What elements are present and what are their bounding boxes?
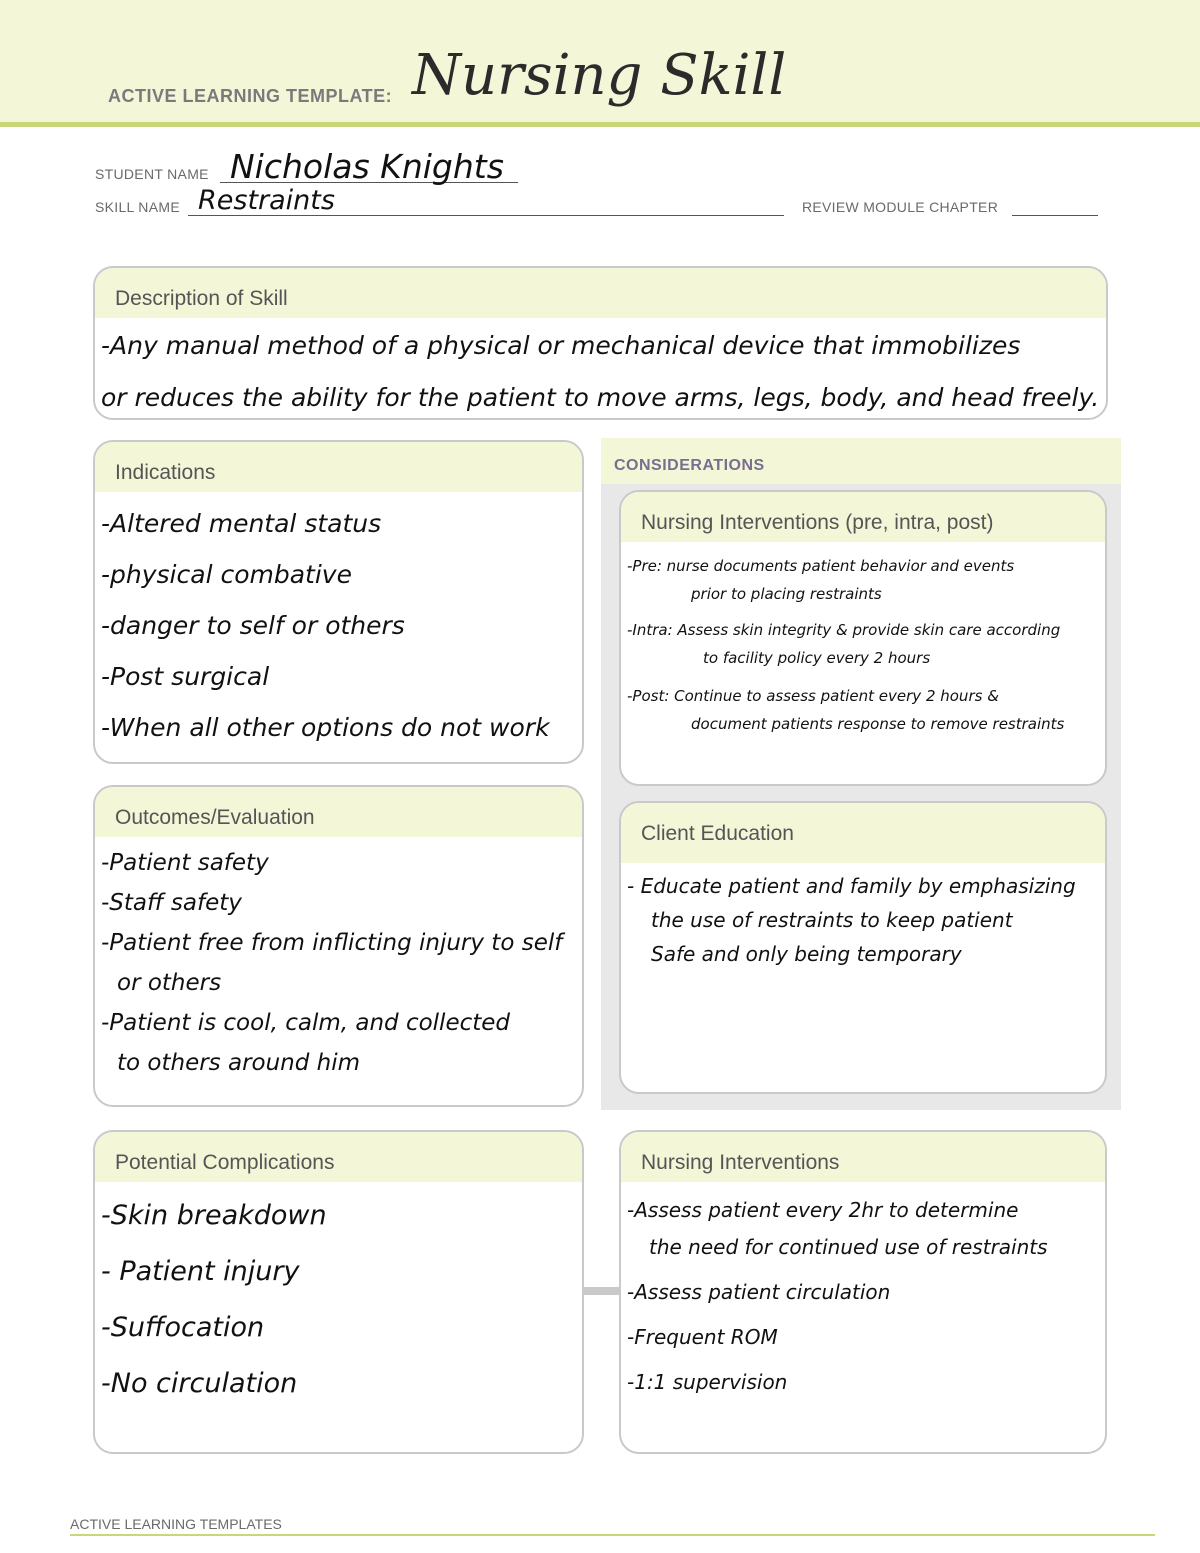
client-education-line: Safe and only being temporary [651, 942, 962, 966]
nursing-interventions-ppp-heading: Nursing Interventions (pre, intra, post) [621, 492, 1105, 542]
template-title: Nursing Skill [412, 43, 787, 108]
nursing-interventions-line: the need for continued use of restraints [649, 1235, 1048, 1259]
footer-label: ACTIVE LEARNING TEMPLATES [70, 1516, 282, 1532]
description-line: -Any manual method of a physical or mechanical device that immobilizes [101, 331, 1021, 360]
outcomes-line: -Patient safety [101, 850, 269, 876]
outcomes-line: -Staff safety [101, 890, 242, 916]
review-module-line[interactable] [1012, 215, 1098, 216]
nursing-interventions-ppp-line: document patients response to remove restraints [691, 715, 1065, 733]
nursing-interventions-line: -Assess patient circulation [627, 1280, 891, 1304]
nursing-interventions-ppp-line: -Pre: nurse documents patient behavior and events [627, 557, 1015, 575]
outcomes-content[interactable] [95, 837, 582, 1083]
client-education-line: - Educate patient and family by emphasizing [627, 874, 1076, 898]
potential-complications-line: - Patient injury [101, 1256, 300, 1287]
outcomes-line: or others [117, 970, 222, 996]
nursing-interventions-line: -Assess patient every 2hr to determine [627, 1198, 1019, 1222]
potential-complications-line: -Skin breakdown [101, 1200, 327, 1231]
indications-line: -When all other options do not work [101, 713, 550, 742]
student-name-label: STUDENT NAME [95, 166, 209, 182]
description-box [93, 266, 1108, 420]
skill-name-value[interactable]: Restraints [198, 185, 335, 216]
nursing-interventions-content[interactable] [621, 1182, 1105, 1405]
nursing-interventions-ppp-box [619, 490, 1107, 786]
nursing-interventions-ppp-line: to facility policy every 2 hours [703, 649, 931, 667]
footer-rule [70, 1534, 1155, 1536]
nursing-interventions-heading: Nursing Interventions [621, 1132, 1105, 1182]
potential-complications-line: -No circulation [101, 1368, 298, 1399]
nursing-interventions-line: -Frequent ROM [627, 1325, 778, 1349]
considerations-label: CONSIDERATIONS [614, 457, 765, 474]
outcomes-line: to others around him [117, 1050, 361, 1076]
nursing-interventions-ppp-line: -Post: Continue to assess patient every 2 hours & [627, 687, 999, 705]
header-rule [0, 122, 1200, 127]
potential-complications-content[interactable] [95, 1182, 582, 1412]
template-label: ACTIVE LEARNING TEMPLATE: [108, 86, 393, 106]
client-education-line: the use of restraints to keep patient [651, 908, 1013, 932]
nursing-interventions-line: -1:1 supervision [627, 1370, 788, 1394]
outcomes-line: -Patient is cool, calm, and collected [101, 1010, 511, 1036]
skill-name-label: SKILL NAME [95, 199, 180, 215]
description-line: or reduces the ability for the patient to move arms, legs, body, and head freely. [101, 383, 1100, 412]
nursing-interventions-ppp-line: -Intra: Assess skin integrity & provide skin care according [627, 621, 1061, 639]
nursing-interventions-ppp-content[interactable] [621, 542, 1105, 738]
indications-line: -Post surgical [101, 662, 270, 691]
potential-complications-box [93, 1130, 584, 1454]
indications-heading: Indications [95, 442, 582, 492]
review-module-label: REVIEW MODULE CHAPTER [802, 199, 999, 215]
box-connector [582, 1287, 620, 1295]
client-education-heading: Client Education [621, 803, 1105, 863]
outcomes-box [93, 785, 584, 1107]
description-heading: Description of Skill [95, 268, 1106, 318]
indications-line: -danger to self or others [101, 611, 405, 640]
client-education-content[interactable] [621, 863, 1105, 971]
student-name-value[interactable]: Nicholas Knights [230, 147, 504, 186]
indications-content[interactable] [95, 492, 582, 753]
indications-box [93, 440, 584, 764]
outcomes-heading: Outcomes/Evaluation [95, 787, 582, 837]
indications-line: -physical combative [101, 560, 352, 589]
nursing-interventions-box [619, 1130, 1107, 1454]
indications-line: -Altered mental status [101, 509, 382, 538]
client-education-box [619, 801, 1107, 1094]
potential-complications-heading: Potential Complications [95, 1132, 582, 1182]
nursing-interventions-ppp-line: prior to placing restraints [691, 585, 882, 603]
outcomes-line: -Patient free from inflicting injury to self [101, 930, 563, 956]
potential-complications-line: -Suffocation [101, 1312, 265, 1343]
description-content[interactable] [95, 318, 1106, 420]
